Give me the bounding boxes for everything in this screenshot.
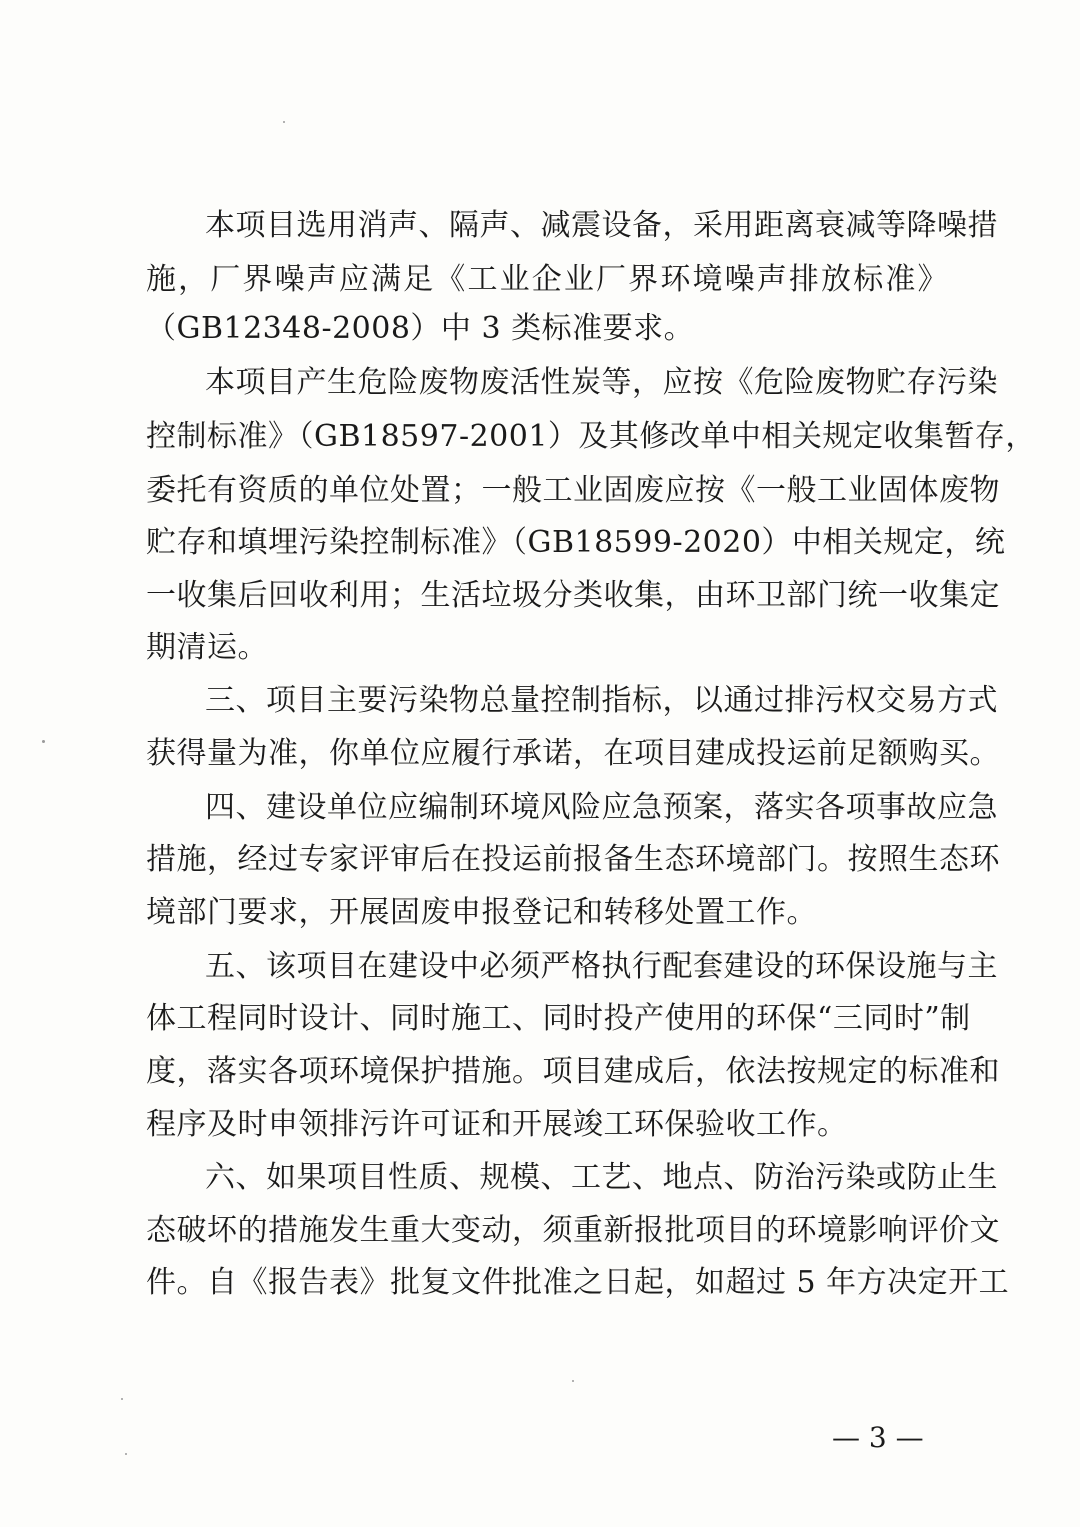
text-line: 贮存和填埋污染控制标准》（GB18599-2020）中相关规定，统 bbox=[146, 525, 1006, 560]
text-line: 一收集后回收利用；生活垃圾分类收集，由环卫部门统一收集定 bbox=[146, 578, 1000, 613]
text-line: 六、如果项目性质、规模、工艺、地点、防治污染或防止生 bbox=[205, 1160, 998, 1195]
text-line: 态破坏的措施发生重大变动，须重新报批项目的环境影响评价文 bbox=[146, 1213, 1000, 1248]
text-line: 四、建设单位应编制环境风险应急预案，落实各项事故应急 bbox=[205, 790, 998, 825]
text-line: 度，落实各项环境保护措施。项目建成后，依法按规定的标准和 bbox=[146, 1054, 1000, 1089]
text-line: 三、项目主要污染物总量控制指标，以通过排污权交易方式 bbox=[205, 683, 998, 718]
scan-speck bbox=[283, 121, 285, 123]
text-line: 本项目选用消声、隔声、减震设备，采用距离衰减等降噪措 bbox=[205, 208, 998, 243]
text-line: 境部门要求，开展固废申报登记和转移处置工作。 bbox=[146, 895, 817, 930]
text-line: 程序及时申领排污许可证和开展竣工环保验收工作。 bbox=[146, 1107, 848, 1142]
text-line: （GB12348-2008）中 3 类标准要求。 bbox=[146, 311, 695, 346]
scan-speck bbox=[572, 1380, 574, 1382]
text-line: 委托有资质的单位处置；一般工业固废应按《一般工业固体废物 bbox=[146, 473, 1000, 508]
text-line: 五、该项目在建设中必须严格执行配套建设的环保设施与主 bbox=[205, 949, 998, 984]
scan-speck bbox=[121, 1398, 123, 1400]
text-line: 期清运。 bbox=[146, 630, 268, 665]
scan-speck bbox=[125, 1453, 127, 1455]
text-line: 件。自《报告表》批复文件批准之日起，如超过 5 年方决定开工 bbox=[146, 1265, 1010, 1300]
text-line: 获得量为准，你单位应履行承诺，在项目建成投运前足额购买。 bbox=[146, 736, 1000, 771]
text-line: 本项目产生危险废物废活性炭等，应按《危险废物贮存污染 bbox=[205, 365, 998, 400]
text-line: 控制标准》（GB18597-2001）及其修改单中相关规定收集暂存， bbox=[146, 419, 1036, 454]
scan-speck bbox=[42, 740, 45, 743]
text-line: 体工程同时设计、同时施工、同时投产使用的环保“三同时”制 bbox=[146, 1001, 971, 1036]
text-line: 施，厂界噪声应满足《工业企业厂界环境噪声排放标准》 bbox=[146, 262, 948, 297]
text-line: 措施，经过专家评审后在投运前报备生态环境部门。按照生态环 bbox=[146, 842, 1000, 877]
page-number: — 3 — bbox=[832, 1421, 924, 1454]
